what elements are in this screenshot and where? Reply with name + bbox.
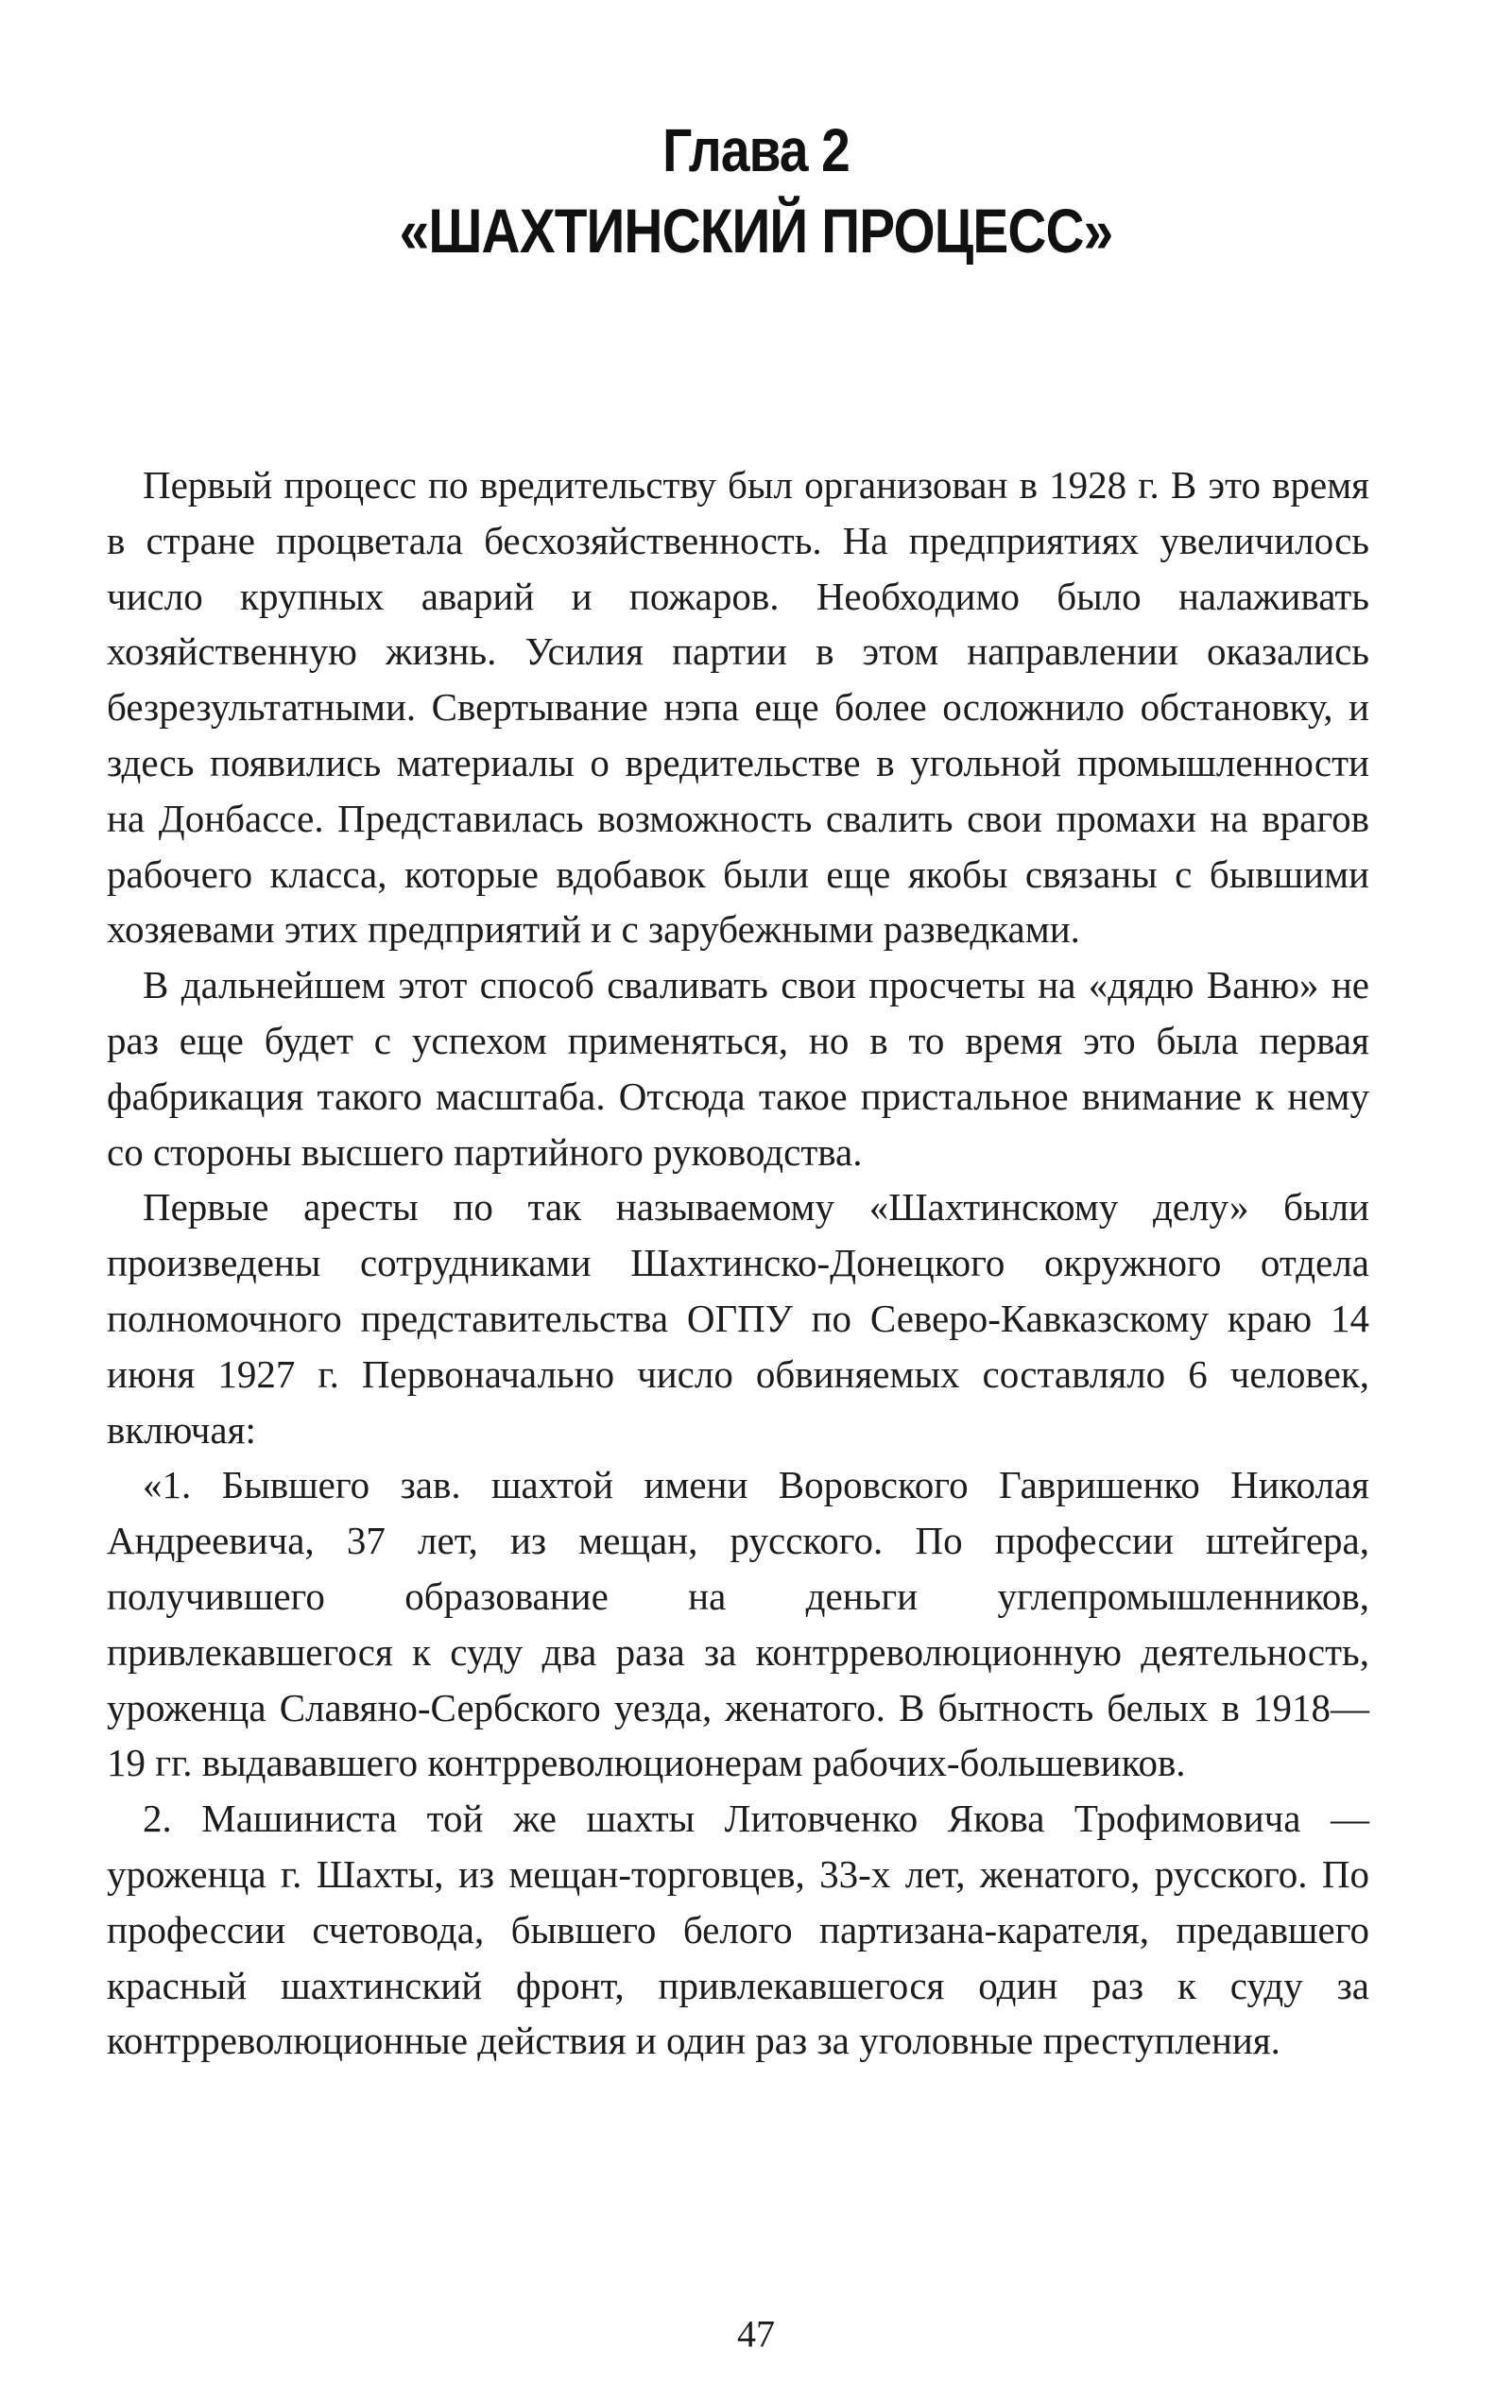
paragraph-1: Первый процесс по вредительству был организован в 1928 г. В это время в стране процветала бесхозяйственность. На предприятиях увеличилось число крупных аварий и пожаров. Необходимо было налаживать хозяйственную жизнь. Усилия партии в этом направлении оказались безрезультатными. Свертывание нэпа еще более осложнило обстановку, и здесь появились материалы о вредительстве в угольной промышленности на Донбассе. Представилась возможность свалить свои промахи на врагов рабочего класса, которые вдобавок были еще якобы связаны с бывшими хозяевами этих предприятий и с зарубежными разведками. bbox=[107, 463, 1369, 952]
body-text bbox=[107, 457, 1369, 2069]
paragraph-5: 2. Машиниста той же шахты Литовченко Якова Трофимовича — уроженца г. Шахты, из мещан-торговцев, 33-х лет, женатого, русского. По профессии счетовода, бывшего белого партизана-карателя, предавшего красный шахтинский фронт, привлекавшегося один раз к суду за контрреволюционные действия и один раз за уголовные преступления. bbox=[107, 1797, 1369, 2063]
paragraph-2: В дальнейшем этот способ сваливать свои просчеты на «дядю Ваню» не раз еще будет с успехом применяться, но в то время это была первая фабрикация такого масштаба. Отсюда такое пристальное внимание к нему со стороны высшего партийного руководства. bbox=[107, 963, 1369, 1174]
chapter-header bbox=[0, 112, 1512, 272]
chapter-title: «ШАХТИНСКИЙ ПРОЦЕСС» bbox=[399, 196, 1113, 266]
paragraph-3: Первые аресты по так называемому «Шахтинскому делу» были произведены сотрудниками Шахтинско-Донецкого окружного отдела полномочного представительства ОГПУ по Северо-Кавказскому краю 14 июня 1927 г. Первоначально число обвиняемых составляло 6 человек, включая: bbox=[107, 1185, 1369, 1452]
chapter-label: Глава 2 bbox=[662, 116, 850, 184]
page-number: 47 bbox=[737, 2313, 775, 2355]
paragraph-4: «1. Бывшего зав. шахтой имени Воровского Гавришенко Николая Андреевича, 37 лет, из мещан, русского. По профессии штейгера, получившего образование на деньги углепромышленников, привлекавшегося к суду два раза за контрреволюционную деятельность, уроженца Славяно-Сербского уезда, женатого. В бытность белых в 1918—19 гг. выдававшего контрреволюционерам рабочих-большевиков. bbox=[107, 1463, 1369, 1785]
